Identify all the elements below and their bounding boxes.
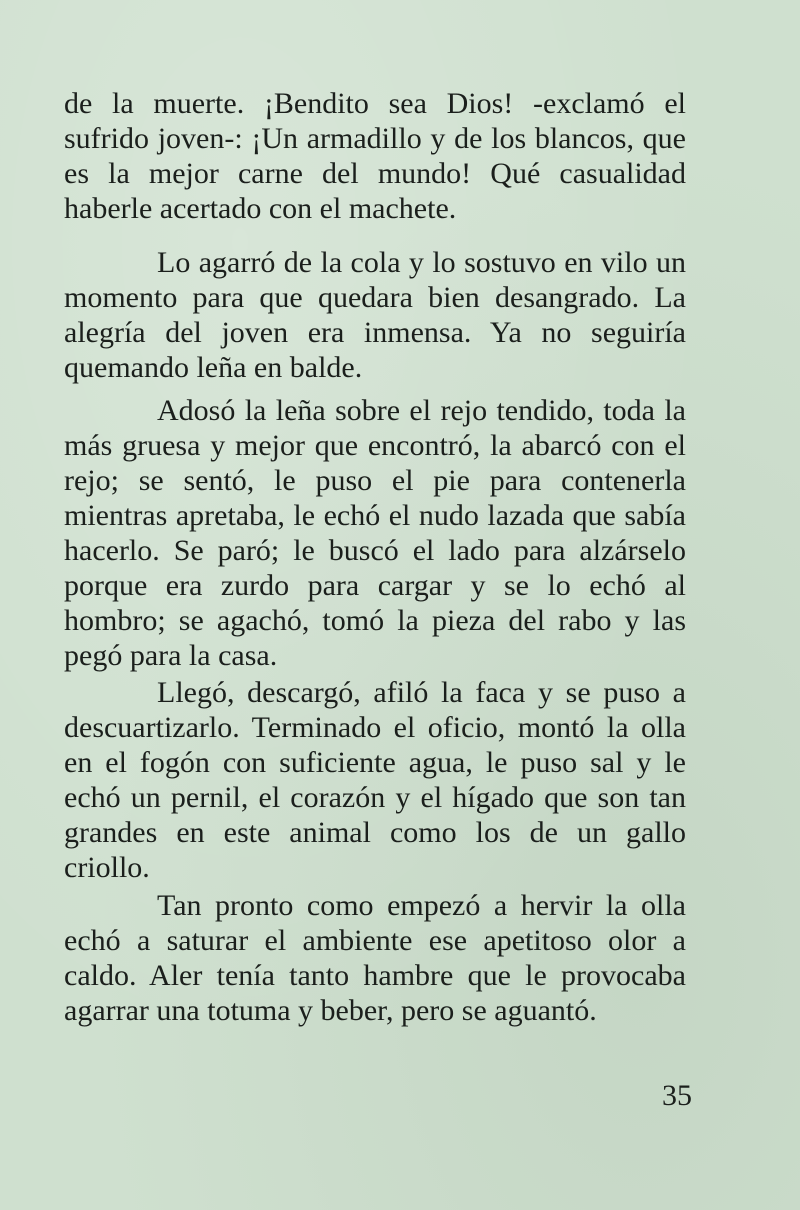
paragraph-4: Llegó, descargó, afiló la faca y se puso a descuartizarlo. Terminado el oficio, montó la olla en el fogón con suficiente agua, le puso sal y le echó un pernil, el corazón y el hígado que son tan grandes en este animal como los de un gallo criollo.	[64, 676, 686, 884]
paragraph-3-block	[64, 393, 686, 673]
paragraph-2: Lo agarró de la cola y lo sostuvo en vilo un momento para que quedara bien desangrado. La alegría del joven era inmensa. Ya no seguiría quemando leña en balde.	[64, 246, 686, 384]
paragraph-5: Tan pronto como empezó a hervir la olla echó a saturar el ambiente ese apetitoso olor a caldo. Aler tenía tanto hambre que le provocaba agarrar una totuma y beber, pero se aguantó.	[64, 889, 686, 1027]
paragraph-5-block	[64, 888, 686, 1028]
paragraph-3: Adosó la leña sobre el rejo tendido, toda la más gruesa y mejor que encontró, la abarcó con el rejo; se sentó, le puso el pie para contenerla mientras apretaba, le echó el nudo lazada que sabía hacerlo. Se paró; le buscó el lado para alzárselo porque era zurdo para cargar y se lo echó al hombro; se agachó, tomó la pieza del rabo y las pegó para la casa.	[64, 394, 686, 672]
page-number: 35	[662, 1079, 692, 1112]
paragraph-4-block	[64, 675, 686, 885]
paragraph-2-block	[64, 245, 686, 385]
paragraph-1: de la muerte. ¡Bendito sea Dios! -exclamó el sufrido joven-: ¡Un armadillo y de los blancos, que es la mejor carne del mundo! Qué casualidad haberle acertado con el machete.	[64, 87, 686, 225]
paragraph-1-block	[64, 86, 686, 226]
